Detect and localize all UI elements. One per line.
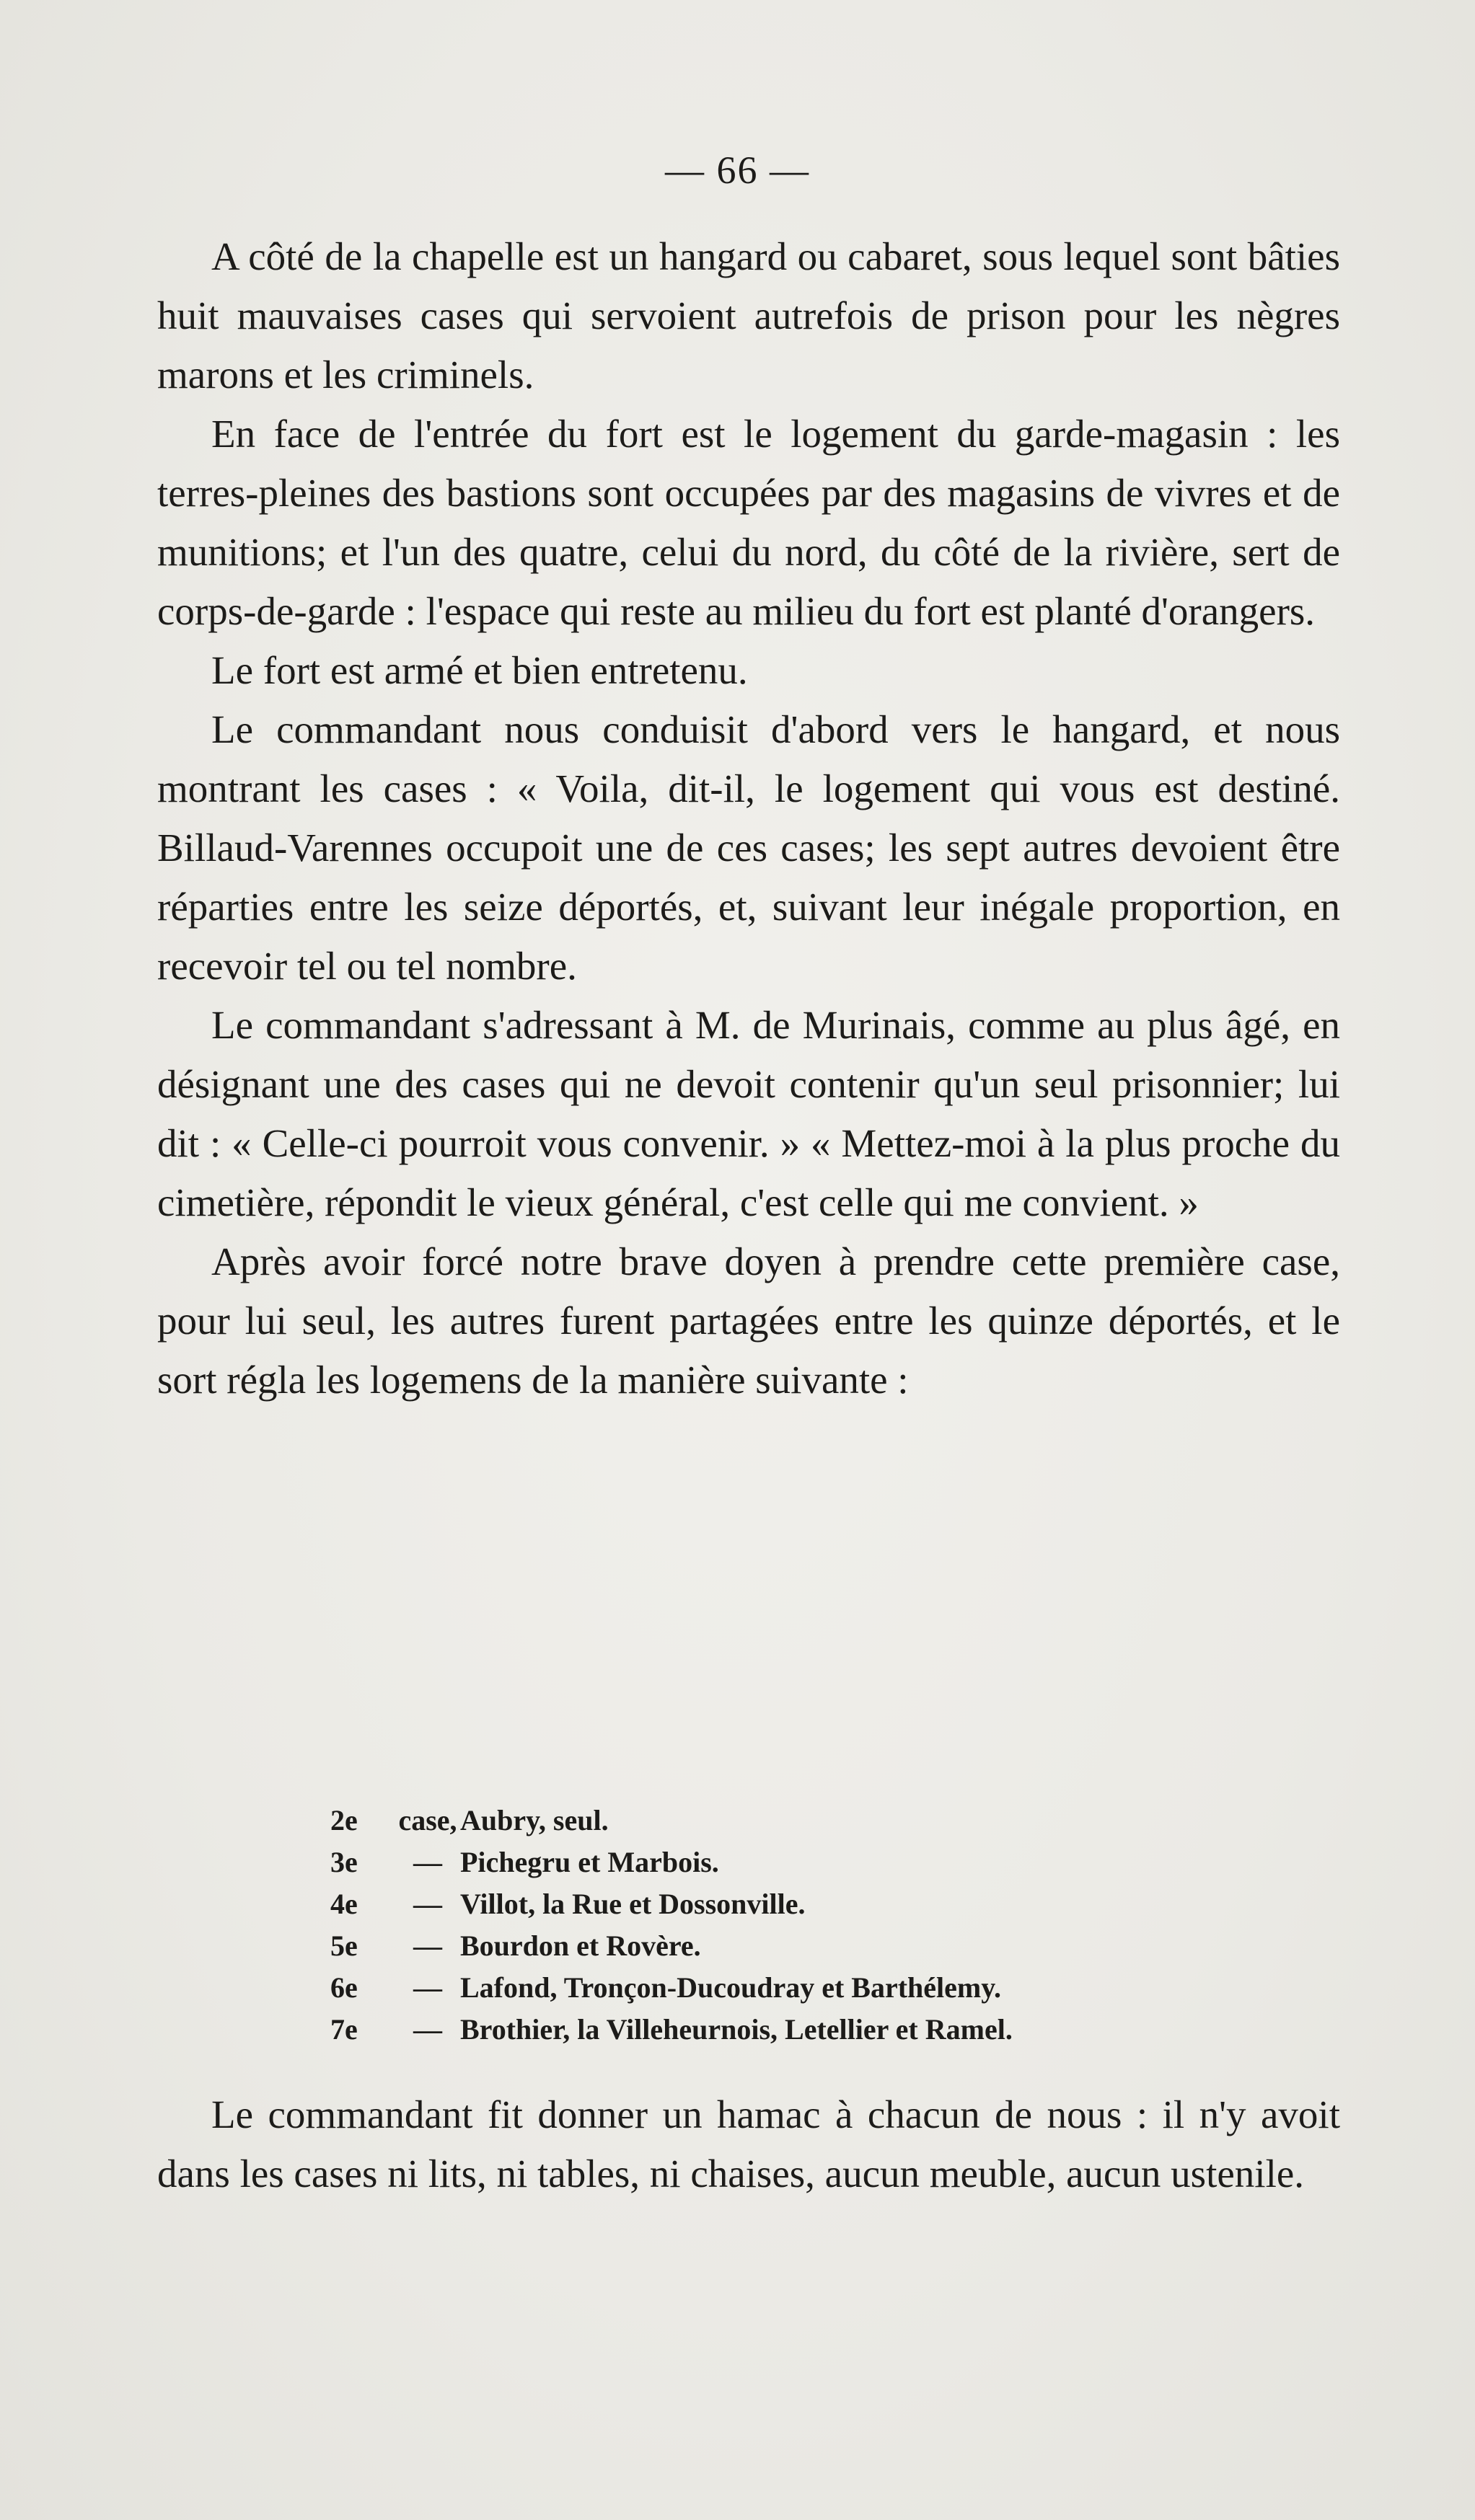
case-occupants: Aubry, seul. <box>460 1804 609 1836</box>
case-occupants: Lafond, Tronçon-Ducoudray et Barthélemy. <box>460 1971 1002 2004</box>
case-occupants: Bourdon et Rovère. <box>460 1929 701 1962</box>
case-separator: — <box>413 1846 442 1878</box>
case-separator: — <box>413 2013 442 2046</box>
paragraph-murinais: Le commandant s'adressant à M. de Murinais, comme au plus âgé, en désignant une des cases qui ne devoit contenir qu'un seul prisonnier; lui dit : « Celle-ci pourroit vous convenir. » « Mettez-moi à la plus proche du cimetière, répondit le vieux général, c'est celle qui me convient. » <box>157 1003 1340 1224</box>
body-text <box>157 227 1340 1410</box>
case-occupants: Villot, la Rue et Dossonville. <box>460 1888 806 1920</box>
lodging-list <box>330 1800 1196 2051</box>
case-separator: case, <box>398 1804 457 1836</box>
page-number: — 66 — <box>665 149 810 192</box>
case-separator: — <box>413 1929 442 1962</box>
lodging-row <box>330 1842 1196 1883</box>
case-number: 3e <box>330 1846 358 1878</box>
case-separator: — <box>413 1888 442 1920</box>
lodging-row <box>330 1883 1196 1925</box>
case-number: 4e <box>330 1888 358 1920</box>
paragraph-commandant-cases: Le commandant nous conduisit d'abord vers le hangard, et nous montrant les cases : « Voila, dit-il, le logement qui vous est destiné. Billaud-Varennes occupoit une de ces cases; les sept autres devoient être réparties entre les seize déportés, et, suivant leur inégale proportion, en recevoir tel ou tel nombre. <box>157 707 1340 988</box>
paragraph-fort-layout: En face de l'entrée du fort est le logement du garde-magasin : les terres-pleines des bastions sont occupées par des magasins de vivres et de munitions; et l'un des quatre, celui du nord, du côté de la rivière, sert de corps-de-garde : l'espace qui reste au milieu du fort est planté d'orangers. <box>157 412 1340 633</box>
case-number: 5e <box>330 1929 358 1962</box>
case-occupants: Pichegru et Marbois. <box>460 1846 719 1878</box>
lodging-row <box>330 2009 1196 2051</box>
closing-text <box>157 2085 1340 2203</box>
case-number: 2e <box>330 1804 358 1836</box>
paragraph-fort-armed: Le fort est armé et bien entretenu. <box>211 648 748 692</box>
case-number: 7e <box>330 2013 358 2046</box>
paragraph-hammocks: Le commandant fit donner un hamac à chacun de nous : il n'y avoit dans les cases ni lits, ni tables, ni chaises, aucun meuble, aucun ustenile. <box>157 2092 1340 2196</box>
lodging-row <box>330 1967 1196 2009</box>
case-separator: — <box>413 1971 442 2004</box>
case-number: 6e <box>330 1971 358 2004</box>
paragraph-chapel: A côté de la chapelle est un hangard ou cabaret, sous lequel sont bâties huit mauvaises cases qui servoient autrefois de prison pour les nègres marons et les criminels. <box>157 234 1340 397</box>
paragraph-lots: Après avoir forcé notre brave doyen à prendre cette première case, pour lui seul, les autres furent partagées entre les quinze déportés, et le sort régla les logemens de la manière suivante : <box>157 1239 1340 1402</box>
lodging-row <box>330 1925 1196 1967</box>
lodging-row <box>330 1800 1196 1842</box>
case-occupants: Brothier, la Villeheurnois, Letellier et Ramel. <box>460 2013 1013 2046</box>
